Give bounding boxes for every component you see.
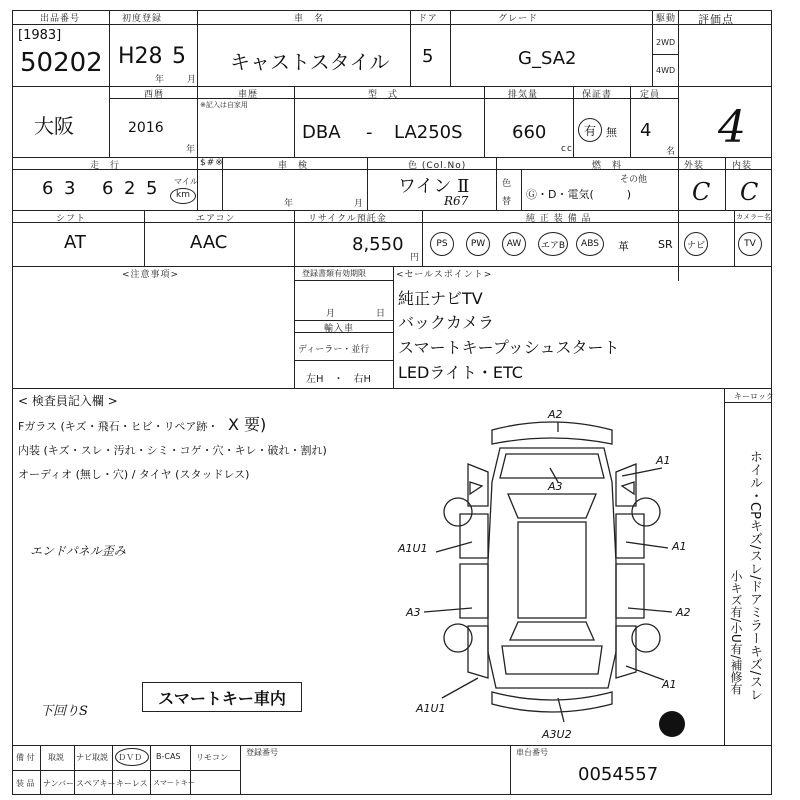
item-manual: 取説 bbox=[48, 753, 64, 762]
warranty-label: 保証書 bbox=[582, 90, 613, 100]
sales-point: バックカメラ bbox=[398, 313, 495, 332]
equip-tv bbox=[738, 232, 762, 256]
equip-ps bbox=[430, 232, 454, 256]
mileage-label: 走 行 bbox=[90, 161, 121, 171]
color-side-1: 色 bbox=[502, 179, 513, 189]
item-keyless: キーレス bbox=[116, 779, 148, 788]
equip-airbag bbox=[538, 232, 568, 256]
left-rear-door-shape bbox=[460, 564, 488, 618]
glass-flag: X 要) bbox=[228, 415, 267, 434]
item-navi-manual: ナビ取説 bbox=[76, 753, 108, 762]
reg-deadline-label: 登録書類有効期限 bbox=[302, 269, 366, 278]
leader-rr-door bbox=[628, 608, 672, 612]
left-front-door-shape bbox=[460, 514, 488, 558]
equip-leather: 革 bbox=[618, 240, 629, 253]
mark-lr-door: A3 bbox=[406, 606, 421, 619]
leader-rf-door bbox=[626, 542, 668, 548]
wheel-right-front bbox=[632, 498, 660, 526]
inspection2-label: $#※ bbox=[200, 158, 224, 168]
warranty-yes: 有 bbox=[583, 123, 596, 138]
reg-number-label: 登録番号 bbox=[246, 748, 278, 757]
boxed-note bbox=[142, 682, 302, 712]
history-sub: ※記入は自家用 bbox=[200, 101, 248, 109]
car-diagram bbox=[372, 402, 732, 742]
fuel-options: Ⓖ・D・電気( ) bbox=[526, 188, 632, 201]
item-smart-key: スマートキー bbox=[153, 779, 195, 787]
score-label: 評価点 bbox=[698, 13, 734, 26]
shift-label: シフト bbox=[56, 214, 87, 224]
equip-text: ABS bbox=[581, 239, 599, 249]
exterior-grade: C bbox=[692, 178, 711, 206]
mark-rear: A3U2 bbox=[542, 728, 572, 741]
sales-point: 純正ナビTV bbox=[398, 289, 483, 308]
mileage-digit: 2 bbox=[124, 178, 136, 199]
grade-label: グレード bbox=[498, 14, 539, 24]
mark-rf-door: A1 bbox=[672, 540, 687, 553]
front-bumper-shape bbox=[492, 422, 612, 444]
mark-front: A2 bbox=[548, 408, 563, 421]
drive-label: 駆動 bbox=[656, 14, 677, 24]
boxed-note-text: スマートキー車内 bbox=[158, 688, 286, 708]
equip-abs bbox=[576, 232, 604, 256]
equip-text: ナビ bbox=[686, 240, 705, 251]
leader-rf-fender bbox=[622, 468, 662, 476]
right-mirror-shape bbox=[622, 482, 634, 494]
vertical-note-1-text: ホイル・CPキズ/スレ/ドアミラーキズ/スレ bbox=[747, 450, 762, 702]
displacement: 660 bbox=[512, 122, 547, 143]
ac-label: エアコン bbox=[196, 214, 236, 224]
right-rear-door-shape bbox=[616, 564, 644, 618]
item-bcas: B-CAS bbox=[156, 752, 181, 761]
equip-navi bbox=[684, 232, 708, 256]
year-unit: 年 bbox=[155, 75, 166, 85]
lot-sub: [1983] bbox=[18, 28, 62, 43]
fuel-other: その他 bbox=[620, 175, 648, 185]
door-count: 5 bbox=[422, 46, 434, 67]
equip-label: 純 正 装 備 品 bbox=[526, 214, 592, 224]
leader-lr-door bbox=[424, 608, 472, 612]
recycle-label: リサイクル預託金 bbox=[308, 214, 387, 224]
mark-hood: A3 bbox=[548, 480, 563, 493]
shaken-label: 車 検 bbox=[278, 161, 309, 171]
model-dash: - bbox=[366, 122, 373, 143]
handwritten-note-2: 下回りS bbox=[40, 704, 88, 719]
rear-bumper-shape bbox=[492, 692, 612, 712]
warranty-yes-circle bbox=[578, 118, 602, 142]
mileage-digit: 3 bbox=[64, 178, 76, 199]
region: 大阪 bbox=[34, 114, 74, 138]
item-dvd: ＤＶＤ bbox=[118, 753, 142, 762]
wheel-left-front bbox=[444, 498, 472, 526]
first-reg-month: 5 bbox=[172, 44, 186, 69]
recycle-value: 8,550 bbox=[352, 234, 404, 255]
equip-text: TV bbox=[744, 239, 756, 249]
color-value: ワイン Ⅱ bbox=[398, 176, 470, 197]
dealer-label: ディーラー・並行 bbox=[298, 345, 370, 355]
yen-unit: 円 bbox=[410, 253, 421, 263]
mark-lr-quarter: A1U1 bbox=[416, 702, 446, 715]
mileage-digit: 5 bbox=[146, 178, 158, 199]
history-label: 車歴 bbox=[238, 90, 259, 100]
equip-sunroof: SR bbox=[658, 238, 673, 251]
fuel-label: 燃 料 bbox=[592, 161, 623, 171]
mark-rr-door: A2 bbox=[676, 606, 691, 619]
door-label: ドア bbox=[418, 14, 438, 24]
lot-label: 出品番号 bbox=[40, 14, 81, 24]
key-lock-dot bbox=[659, 711, 685, 737]
model-prefix: DBA bbox=[302, 122, 341, 143]
equip-pw bbox=[466, 232, 490, 256]
equip-text: PW bbox=[470, 239, 486, 249]
equip-aw bbox=[502, 232, 526, 256]
mark-rf-fender: A1 bbox=[656, 454, 671, 467]
leader-rear bbox=[558, 698, 564, 722]
ad-label: 西暦 bbox=[144, 90, 165, 100]
capacity-label: 定員 bbox=[640, 90, 661, 100]
interior-label: 内装 bbox=[732, 161, 753, 171]
windshield-shape bbox=[508, 494, 596, 518]
mileage-digit: 6 bbox=[42, 178, 54, 199]
car-name: キャストスタイル bbox=[230, 50, 390, 74]
mile-unit: マイル bbox=[174, 177, 198, 186]
shaken-month-unit: 月 bbox=[354, 199, 365, 209]
displacement-label: 排気量 bbox=[508, 90, 539, 100]
notes-label: <注意事項> bbox=[122, 270, 180, 280]
trunk-shape bbox=[502, 646, 602, 674]
cc-unit: cc bbox=[561, 144, 573, 154]
equip-text: PS bbox=[436, 239, 448, 249]
vertical-note-1 bbox=[748, 450, 761, 701]
footer-row-label-1: 備 付 bbox=[16, 753, 35, 762]
handwritten-note-1: エンドパネル歪み bbox=[30, 544, 126, 558]
chassis-label: 車台番号 bbox=[516, 748, 548, 757]
hood-shape bbox=[500, 454, 604, 478]
color-side-2: 替 bbox=[502, 197, 513, 207]
mileage-digit: 6 bbox=[102, 178, 114, 199]
equip-text: AW bbox=[506, 239, 522, 249]
left-mirror-shape bbox=[470, 482, 482, 494]
first-reg-label: 初度登録 bbox=[122, 14, 163, 24]
capacity: 4 bbox=[640, 120, 652, 141]
equipment-row bbox=[422, 222, 734, 266]
leader-lf-door bbox=[436, 542, 472, 552]
lot-number: 50202 bbox=[20, 48, 103, 78]
drive-4wd: 4WD bbox=[656, 66, 676, 75]
ad-year-unit: 年 bbox=[186, 145, 197, 155]
sales-point: スマートキープッシュスタート bbox=[398, 338, 620, 357]
reg-month-unit: 月 bbox=[326, 309, 337, 319]
reg-day-unit: 日 bbox=[376, 309, 387, 319]
equip-text: エアB bbox=[540, 240, 566, 251]
grade-value: G_SA2 bbox=[518, 48, 577, 69]
roof-shape bbox=[518, 522, 586, 618]
score-value: 4 bbox=[718, 102, 746, 153]
import-label: 輸入車 bbox=[324, 324, 355, 334]
mark-rr-quarter: A1 bbox=[662, 678, 677, 691]
item-number-plate: ナンバー bbox=[43, 779, 75, 788]
model-label: 型 式 bbox=[368, 90, 399, 100]
ac-value: AAC bbox=[190, 232, 228, 253]
drive-2wd: 2WD bbox=[656, 38, 676, 47]
shaken-year-unit: 年 bbox=[284, 199, 295, 209]
handle-label: 左H ・ 右H bbox=[306, 374, 372, 385]
sales-label: <セールスポイント> bbox=[396, 270, 493, 280]
warranty-no: 無 bbox=[606, 126, 617, 139]
color-label: 色 (Col.No) bbox=[408, 161, 467, 171]
km-unit: km bbox=[176, 190, 190, 200]
leader-lr-quarter bbox=[442, 678, 478, 698]
interior-line: 内装 (キズ・スレ・汚れ・シミ・コゲ・穴・キレ・破れ・割れ) bbox=[18, 444, 327, 457]
vertical-note-2-text: 小キズ有/小U有/補修有 bbox=[729, 570, 743, 695]
glass-line: Fガラス (キズ・飛石・ヒビ・リペア跡・ bbox=[18, 420, 219, 433]
auction-sheet bbox=[12, 10, 772, 795]
first-reg-era: H28 bbox=[118, 44, 163, 69]
item-remote: リモコン bbox=[196, 753, 228, 762]
footer-row-label-2: 装 品 bbox=[16, 779, 35, 788]
shift-value: AT bbox=[64, 232, 86, 253]
key-lock-label: キーロック bbox=[734, 392, 774, 401]
capacity-unit: 名 bbox=[666, 147, 677, 157]
exterior-label: 外装 bbox=[684, 161, 705, 171]
audio-line: オーディオ (無し・穴) / タイヤ (スタッドレス) bbox=[18, 468, 250, 481]
interior-grade: C bbox=[740, 178, 759, 206]
color-code: R67 bbox=[444, 194, 469, 208]
month-unit: 月 bbox=[187, 75, 198, 85]
camera-label: カメラー名 bbox=[736, 213, 771, 221]
inspector-title: < 検査員記入欄 > bbox=[18, 394, 118, 408]
sales-point: LEDライト・ETC bbox=[398, 363, 523, 382]
car-name-label: 車 名 bbox=[294, 14, 325, 24]
model-code: LA250S bbox=[394, 122, 463, 143]
right-front-door-shape bbox=[616, 514, 644, 558]
item-spare-key: スペアキー bbox=[76, 779, 116, 788]
ad-year: 2016 bbox=[128, 120, 164, 136]
mark-lf-door: A1U1 bbox=[398, 542, 428, 555]
rear-glass-shape bbox=[510, 622, 594, 640]
chassis-number: 0054557 bbox=[578, 764, 659, 785]
